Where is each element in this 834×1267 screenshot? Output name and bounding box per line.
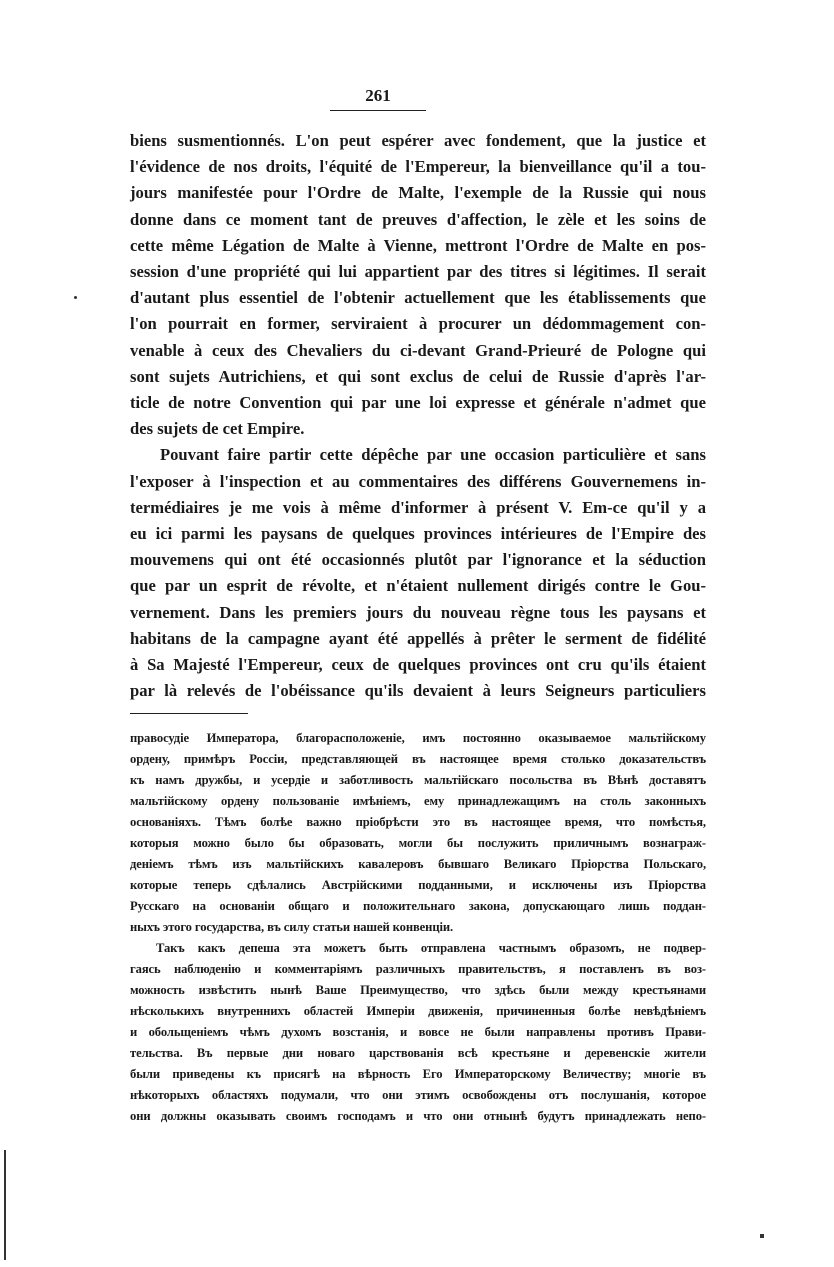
footnote-line: которые теперь сдѣлались Австрійскими подданными, и исключены изъ Пріорства — [130, 878, 706, 892]
text-line: ticle de notre Convention qui par une loi expresse et générale n'admet que — [130, 393, 706, 413]
footnote-line: Такъ какъ депеша эта можетъ быть отправлена частнымъ образомъ, не подвер- — [156, 941, 706, 955]
footnote-line: основаніяхъ. Тѣмъ болѣе важно пріобрѣсти это въ настоящее время, что помѣстья, — [130, 815, 706, 829]
text-line: cette même Légation de Malte à Vienne, mettront l'Ordre de Malte en pos- — [130, 235, 706, 255]
text-line: termédiaires je me vois à même d'informer à présent V. Em-ce qu'il y a — [130, 497, 706, 517]
footnote-line: они должны оказывать своимъ господамъ и что они отнынѣ будутъ принадлежать непо- — [130, 1109, 706, 1123]
text-line: d'autant plus essentiel de l'obtenir actuellement que les établissements que — [130, 288, 706, 308]
footnote-line: были приведены къ присягѣ на вѣрность Его Императорскому Величеству; многіе въ — [130, 1067, 706, 1081]
footnote-line: къ намъ дружбы, и усердіе и заботливость мальтійскаго посольства въ Вѣнѣ доставятъ — [130, 773, 706, 787]
footnote-text — [130, 728, 706, 1127]
page-number: 261 — [330, 86, 426, 111]
footnote-line: нѣкоторыхъ областяхъ подумали, что они этимъ освобождены отъ послушанія, которое — [130, 1088, 706, 1102]
footnote-line: гаясь наблюденію и комментаріямъ различныхъ правительствъ, я поставленъ въ воз- — [130, 962, 706, 976]
main-text — [130, 128, 706, 704]
text-line: l'on pourrait en former, serviraient à procurer un dédommagement con- — [130, 314, 706, 334]
text-line: habitans de la campagne ayant été appellés à prêter le serment de fidélité — [130, 628, 706, 648]
footnote-line: которыя можно было бы образовать, могли бы послужить приличнымъ вознаграж- — [130, 836, 706, 850]
text-line: par là relevés de l'obéissance qu'ils devaient à leurs Seigneurs particuliers — [130, 681, 706, 701]
scan-speck — [760, 1234, 764, 1238]
text-line: venable à ceux des Chevaliers du ci-devant Grand-Prieuré de Pologne qui — [130, 340, 706, 360]
footnote-line: правосудіе Императора, благорасположеніе, имъ постоянно оказываемое мальтійскому — [130, 731, 706, 745]
footnote-line: ныхъ этого государства, въ силу статьи нашей конвенціи. — [130, 920, 454, 934]
scan-edge — [4, 1150, 6, 1260]
text-line: jours manifestée pour l'Ordre de Malte, l'exemple de la Russie qui nous — [130, 183, 706, 203]
footnote-divider — [130, 713, 248, 714]
text-line: donne dans ce moment tant de preuves d'affection, le zèle et les soins de — [130, 209, 706, 229]
margin-mark — [74, 296, 77, 299]
text-line: l'exposer à l'inspection et au commentaires des différens Gouvernemens in- — [130, 471, 706, 491]
footnote-line: Русскаго на основаніи общаго и положительнаго закона, допускающаго лишь поддан- — [130, 899, 706, 913]
text-line: session d'une propriété qui lui appartient par des titres si légitimes. Il serait — [130, 262, 706, 282]
footnote-line: ордену, примѣръ Россіи, представляющей въ настоящее время столько доказательствъ — [130, 752, 706, 766]
text-line: des sujets de cet Empire. — [130, 419, 305, 439]
footnote-line: мальтійскому ордену пользованіе имѣніемъ, ему принадлежащимъ на столь законныхъ — [130, 794, 706, 808]
footnote-line: деніемъ тѣмъ изъ мальтійскихъ кавалеровъ бывшаго Великаго Пріорства Польскаго, — [130, 857, 706, 871]
footnote-line: и обольщеніемъ чѣмъ духомъ возстанія, и вовсе не были направлены противъ Прави- — [130, 1025, 706, 1039]
text-line: sont sujets Autrichiens, et qui sont exclus de celui de Russie d'après l'ar- — [130, 366, 706, 386]
text-line: Pouvant faire partir cette dépêche par une occasion particulière et sans — [160, 445, 706, 465]
text-line: vernement. Dans les premiers jours du nouveau règne tous les paysans et — [130, 602, 706, 622]
text-line: que par un esprit de révolte, et n'étaient nullement dirigés contre le Gou- — [130, 576, 706, 596]
footnote-line: тельства. Въ первые дни новаго царствованія всѣ крестьяне и деревенскіе жители — [130, 1046, 706, 1060]
text-line: biens susmentionnés. L'on peut espérer avec fondement, que la justice et — [130, 131, 706, 150]
text-line: à Sa Majesté l'Empereur, ceux de quelques provinces ont cru qu'ils étaient — [130, 655, 706, 675]
footnote-line: нѣсколькихъ внутреннихъ областей Имперіи движенія, причиненныя болѣе невѣдѣніемъ — [130, 1004, 706, 1018]
text-line: mouvemens qui ont été occasionnés plutôt par l'ignorance et la séduction — [130, 550, 706, 570]
text-line: l'évidence de nos droits, l'équité de l'Empereur, la bienveillance qu'il a tou- — [130, 157, 706, 177]
footnote-line: можность извѣстить нынѣ Ваше Преимущество, что здѣсь были между крестьянами — [130, 983, 706, 997]
text-line: eu ici parmi les paysans de quelques provinces intérieures de l'Empire des — [130, 524, 706, 544]
